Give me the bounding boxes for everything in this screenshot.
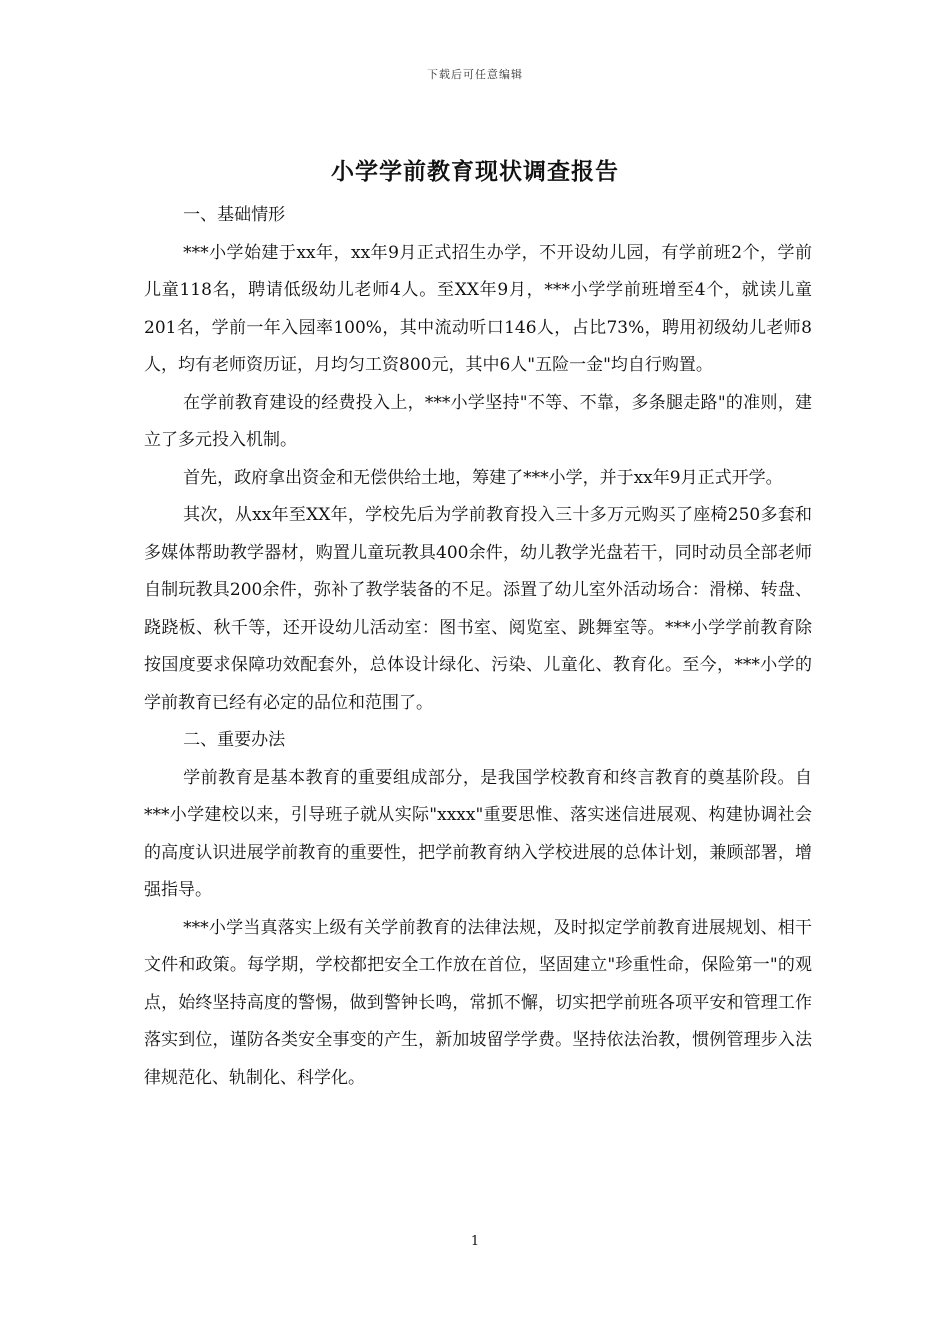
section-heading-measures: 二、重要办法 [183,730,286,750]
paragraph: 学前教育是基本教育的重要组成部分，是我国学校教育和终言教育的奠基阶段。自***小学建校以来，引导班子就从实际"xxxx"重要思惟、落实迷信进展观、构建协调社会的高度认识进展学前教育的重要性，把学前教育纳入学校进展的总体计划，兼顾部署，增强指导。 [144,767,812,900]
page-title: 小学学前教育现状调查报告 [331,158,619,185]
header-note: 下载后可任意编辑 [427,68,523,81]
paragraph: ***小学当真落实上级有关学前教育的法律法规，及时拟定学前教育进展规划、相干文件和政策。每学期，学校都把安全工作放在首位，坚固建立"珍重性命，保险第一"的观点，始终坚持高度的警惕，做到警钟长鸣，常抓不懈，切实把学前班各项平安和管理工作落实到位，谨防各类安全事变的产生，新加坡留学学费。坚持依法治教，惯例管理步入法律规范化、轨制化、科学化。 [144,917,812,1088]
document-body [144,197,812,1097]
paragraph: ***小学始建于xx年，xx年9月正式招生办学，不开设幼儿园，有学前班2个，学前儿童118名，聘请低级幼儿老师4人。至XX年9月，***小学学前班增至4个，就读儿童201名，学前一年入园率100%，其中流动听口146人，占比73%，聘用初级幼儿老师8人，均有老师资历证，月均匀工资800元，其中6人"五险一金"均自行购置。 [144,242,812,375]
paragraph: 在学前教育建设的经费投入上，***小学坚持"不等、不靠，多条腿走路"的准则，建立了多元投入机制。 [144,392,812,450]
paragraph: 其次，从xx年至XX年，学校先后为学前教育投入三十多万元购买了座椅250多套和多媒体帮助教学器材，购置儿童玩教具400余件，幼儿教学光盘若干，同时动员全部老师自制玩教具200余件，弥补了教学装备的不足。添置了幼儿室外活动场合：滑梯、转盘、跷跷板、秋千等，还开设幼儿活动室：图书室、阅览室、跳舞室等。***小学学前教育除按国度要求保障功效配套外，总体设计绿化、污染、儿童化、教育化。至今，***小学的学前教育已经有必定的品位和范围了。 [144,505,812,713]
section-heading-basic: 一、基础情形 [183,205,286,225]
page-number: 1 [470,1234,480,1249]
paragraph: 首先，政府拿出资金和无偿供给土地，筹建了***小学，并于xx年9月正式开学。 [183,467,783,488]
